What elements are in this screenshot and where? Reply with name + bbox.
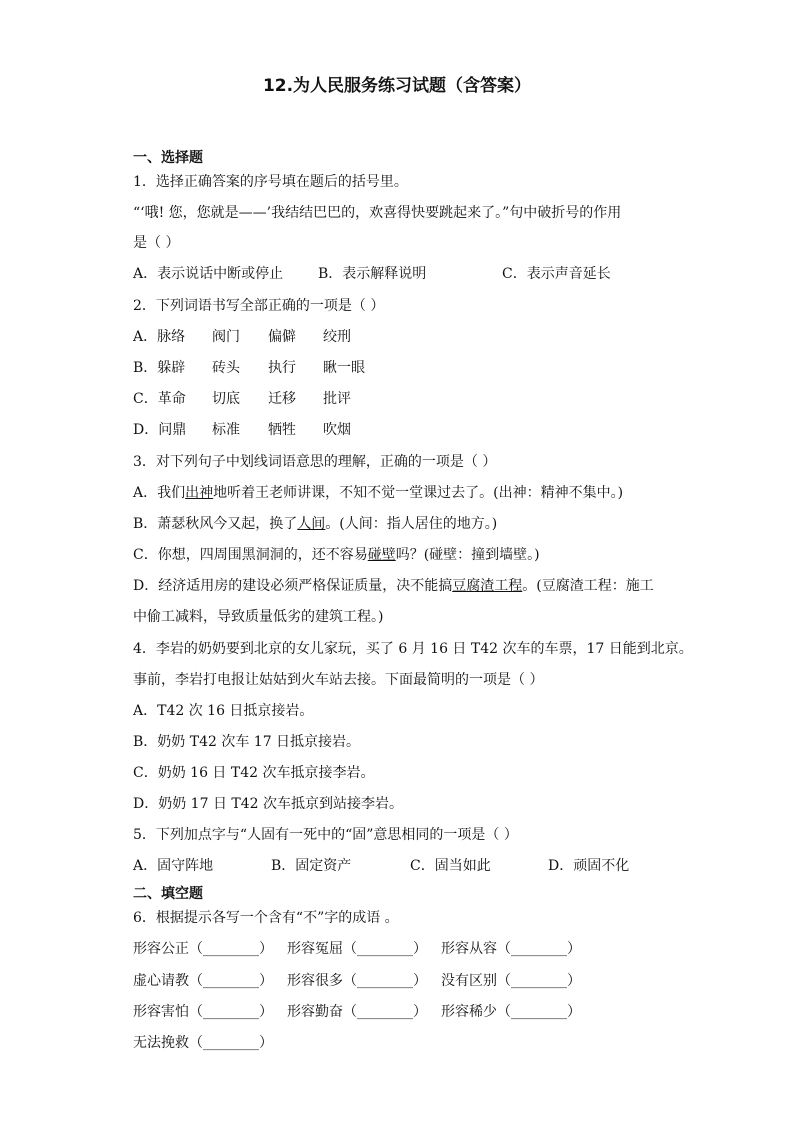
- section-heading-fill: 二、填空题: [133, 886, 203, 902]
- q3-option-d-underlined: 豆腐渣工程: [452, 578, 523, 594]
- q2-option-c-word3: 迁移: [268, 391, 296, 407]
- q5-option-b: B．固定资产: [271, 858, 352, 874]
- q2-option-d-word3: 牺牲: [268, 422, 296, 438]
- q3-option-c-underlined: 碰壁: [367, 547, 396, 563]
- q3-option-b-post: 。(人间：指人居住的地方。): [325, 516, 498, 532]
- q4-option-c: C．奶奶 16 日 T42 次车抵京接李岩。: [133, 765, 375, 781]
- q3-option-b-pre: B．萧瑟秋风今又起，换了: [133, 516, 298, 532]
- q6-blank-9[interactable]: 形容稀少（________）: [441, 1004, 581, 1020]
- q3-option-c-pre: C．你想，四周围黑洞洞的，还不容易: [133, 547, 368, 563]
- q3-option-b-underlined: 人间: [297, 516, 326, 532]
- q2-option-d-word1: D．问鼎: [133, 422, 187, 438]
- q3-option-d: [133, 577, 654, 595]
- q1-stem: 1．选择正确答案的序号填在题后的括号里。: [133, 174, 408, 190]
- q3-option-d-post: 。(豆腐渣工程：施工: [522, 578, 654, 594]
- q2-option-a-word4: 绞刑: [323, 329, 351, 345]
- q3-option-d-line2: 中偷工减料，导致质量低劣的建筑工程。): [133, 609, 384, 625]
- q4-option-a: A．T42 次 16 日抵京接岩。: [133, 703, 314, 719]
- q6-blank-2[interactable]: 形容冤屈（________）: [287, 941, 427, 957]
- q3-option-c: [133, 546, 540, 564]
- q2-option-a-word2: 阀门: [212, 329, 240, 345]
- q6-blank-6[interactable]: 没有区别（________）: [441, 973, 581, 989]
- q2-option-c-word2: 切底: [212, 391, 240, 407]
- q2-option-a-word1: A．脉络: [133, 329, 186, 345]
- q4-option-b: B．奶奶 T42 次车 17 日抵京接岩。: [133, 734, 361, 750]
- q3-option-a: [133, 484, 623, 502]
- q5-option-d: D．顽固不化: [548, 858, 630, 874]
- q5-stem: 5．下列加点字与“人固有一死中的“固”意思相同的一项是（ ）: [133, 827, 518, 843]
- q6-blank-10[interactable]: 无法挽救（________）: [133, 1035, 273, 1051]
- q5-option-a: A．固守阵地: [133, 858, 214, 874]
- q6-stem: 6．根据提示各写一个含有“不”字的成语 。: [133, 910, 399, 926]
- q1-text-line2: 是（ ）: [133, 235, 180, 251]
- q3-option-a-pre: A．我们: [133, 485, 186, 501]
- page-title: 12.为人民服务练习试题（含答案）: [262, 76, 532, 96]
- q3-stem: 3．对下列句子中划线词语意思的理解，正确的一项是（ ）: [133, 454, 497, 470]
- q6-blank-7[interactable]: 形容害怕（________）: [133, 1004, 273, 1020]
- q6-blank-1[interactable]: 形容公正（________）: [133, 941, 273, 957]
- q1-option-c: C．表示声音延长: [502, 266, 611, 282]
- q3-option-a-underlined: 出神: [185, 485, 214, 501]
- q4-stem-line1: 4．李岩的奶奶要到北京的女儿家玩，买了 6 月 16 日 T42 次车的车票，17 日能到北京。: [133, 641, 693, 657]
- q5-option-c: C．固当如此: [410, 858, 491, 874]
- q6-blank-3[interactable]: 形容从容（________）: [441, 941, 581, 957]
- q3-option-b: [133, 515, 497, 533]
- q2-option-a-word3: 偏僻: [268, 329, 296, 345]
- q4-stem-line2: 事前，李岩打电报让姑姑到火车站去接。下面最简明的一项是（ ）: [133, 672, 544, 688]
- q6-blank-5[interactable]: 形容很多（________）: [287, 973, 427, 989]
- q2-option-b-word2: 砖头: [212, 360, 240, 376]
- q2-option-b-word4: 瞅一眼: [323, 360, 365, 376]
- q2-option-d-word2: 标准: [212, 422, 240, 438]
- q2-option-c-word1: C．革命: [133, 391, 186, 407]
- q1-option-b: B．表示解释说明: [318, 266, 427, 282]
- section-heading-choice: 一、选择题: [133, 150, 203, 166]
- q2-stem: 2．下列词语书写全部正确的一项是（ ）: [133, 298, 385, 314]
- q2-option-b-word3: 执行: [268, 360, 296, 376]
- q1-text-line1: “‘哦! 您，您就是——’我结结巴巴的，欢喜得快要跳起来了。”句中破折号的作用: [133, 205, 622, 221]
- q3-option-a-post: 地听着王老师讲课，不知不觉一堂课过去了。(出神：精神不集中。): [213, 485, 624, 501]
- q2-option-c-word4: 批评: [323, 391, 351, 407]
- q2-option-b-word1: B．躲辟: [133, 360, 186, 376]
- q6-blank-4[interactable]: 虚心请教（________）: [133, 973, 273, 989]
- q4-option-d: D．奶奶 17 日 T42 次车抵京到站接李岩。: [133, 796, 403, 812]
- q3-option-d-pre: D．经济适用房的建设必须严格保证质量，决不能搞: [133, 578, 453, 594]
- q2-option-d-word4: 吹烟: [323, 422, 351, 438]
- q6-blank-8[interactable]: 形容勤奋（________）: [287, 1004, 427, 1020]
- q3-option-c-post: 吗？(碰壁：撞到墙壁。): [395, 547, 540, 563]
- q1-option-a: A．表示说话中断或停止: [133, 266, 284, 282]
